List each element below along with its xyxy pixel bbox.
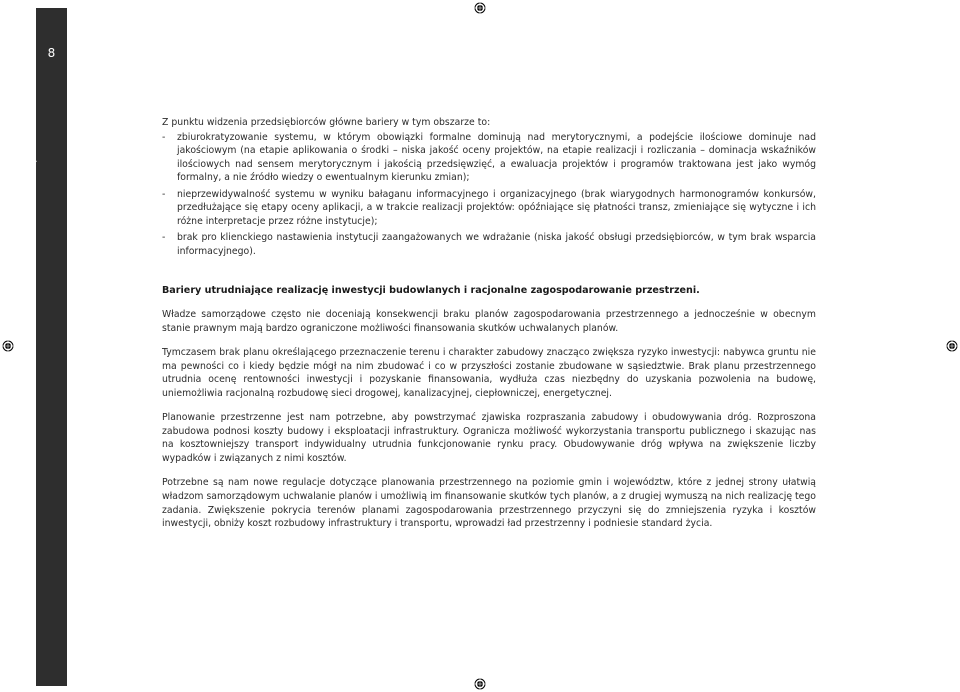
body-paragraph: Potrzebne są nam nowe regulacje dotyczące planowania przestrzennego na poziomie gmin i województw, które z jednej strony ułatwią władzom samorządowym uchwalanie planów i umożliwią im finansowanie skutków tych planów, a z drugiej wymuszą na nich realizację tego zadania. Zwiększenie pokrycia terenów planami zagospodarowania przestrzennego przyczyni się do zmniejszenia ryzyka i kosztów inwestycji, obniży koszt rozbudowy infrastruktury i transportu, wprowadzi ład przestrzenny i podniesie standard życia. — [162, 477, 816, 530]
body-paragraph: Planowanie przestrzenne jest nam potrzebne, aby powstrzymać zjawiska rozpraszania zabudowy i obudowywania dróg. Rozproszona zabudowa podnosi koszty budowy i eksploatacji infrastruktury. Ogranicza możliwość wykorzystania transportu publicznego i skazując nas na kosztowniejszy transport indywidualny utrudnia funkcjonowanie rynku pracy. Obudowywanie dróg wpływa na zwiększenie liczby wypadków i związanych z nimi kosztów. — [162, 412, 816, 464]
registration-mark-icon — [474, 2, 486, 14]
page-number: 8 — [47, 46, 56, 60]
intro-text: Z punktu widzenia przedsiębiorców główne bariery w tym obszarze to: — [162, 117, 491, 128]
page-body — [162, 116, 816, 542]
list-item: - nieprzewidywalność systemu w wyniku bałaganu informacyjnego i organizacyjnego (brak wiarygodnych harmonogramów konkursów, przedłużające się etapy oceny aplikacji, a w trakcie realizacji projektów: opóźniające się płatności transz, zmieniające się wytyczne i ich różne interpretacje przez różne instytucje); — [162, 188, 816, 229]
list-item: - brak pro klienckiego nastawienia instytucji zaangażowanych we wdrażanie (niska jakość obsługi przedsiębiorców, w tym brak wsparcia informacyjnego). — [162, 231, 816, 258]
section-heading: Bariery utrudniające realizację inwestycji budowlanych i racjonalne zagospodarowanie przestrzeni. — [162, 285, 700, 297]
list-item: - zbiurokratyzowanie systemu, w którym obowiązki formalne dominują nad merytorycznymi, a podejście ilościowe dominuje nad jakościowym (na etapie aplikowania o środki – niska jakość oceny projektów, na etapie realizacji i rozliczania – dominacja wskaźników ilościowych nad sensem merytorycznym i jakością przedsięwzięć, a ewaluacja projektów i programów traktowana jest jako wymóg formalny, a nie źródło wiedzy o ewentualnym kierunku zmian); — [162, 131, 816, 185]
sidebar-band — [24, 8, 67, 686]
body-paragraph: Władze samorządowe często nie doceniają konsekwencji braku planów zagospodarowania przestrzennego a jednocześnie w obecnym stanie prawnym mają bardzo ograniczone możliwości finansowania skutków uchwalanych planów. — [162, 309, 816, 334]
registration-mark-icon — [2, 340, 14, 352]
body-paragraph: Tymczasem brak planu określającego przeznaczenie terenu i charakter zabudowy znacząco zwiększa ryzyko inwestycji: nabywca gruntu nie ma pewności co i kiedy będzie mógł na nim zbudować i co w przyszłości zostanie zbudowane w sąsiedztwie. Brak planu przestrzennego utrudnia ocenę rentowności inwestycji i pozyskanie finansowania, wydłuża czas niezbędny do uzyskania pozwolenia na budowę, uniemożliwia racjonalną rozbudowę sieci drogowej, kanalizacyjnej, ciepłowniczej, energetycznej. — [162, 347, 816, 399]
barrier-list — [162, 131, 816, 259]
sidebar-title-left: CZARNA LISTA BARIER — [24, 168, 37, 294]
registration-mark-icon — [474, 678, 486, 690]
sidebar-title-separator: | — [24, 159, 37, 164]
sidebar-running-title — [24, 27, 37, 294]
registration-mark-icon — [946, 340, 958, 352]
sidebar-title-right: Konfederacja Lewiatan — [24, 26, 37, 154]
